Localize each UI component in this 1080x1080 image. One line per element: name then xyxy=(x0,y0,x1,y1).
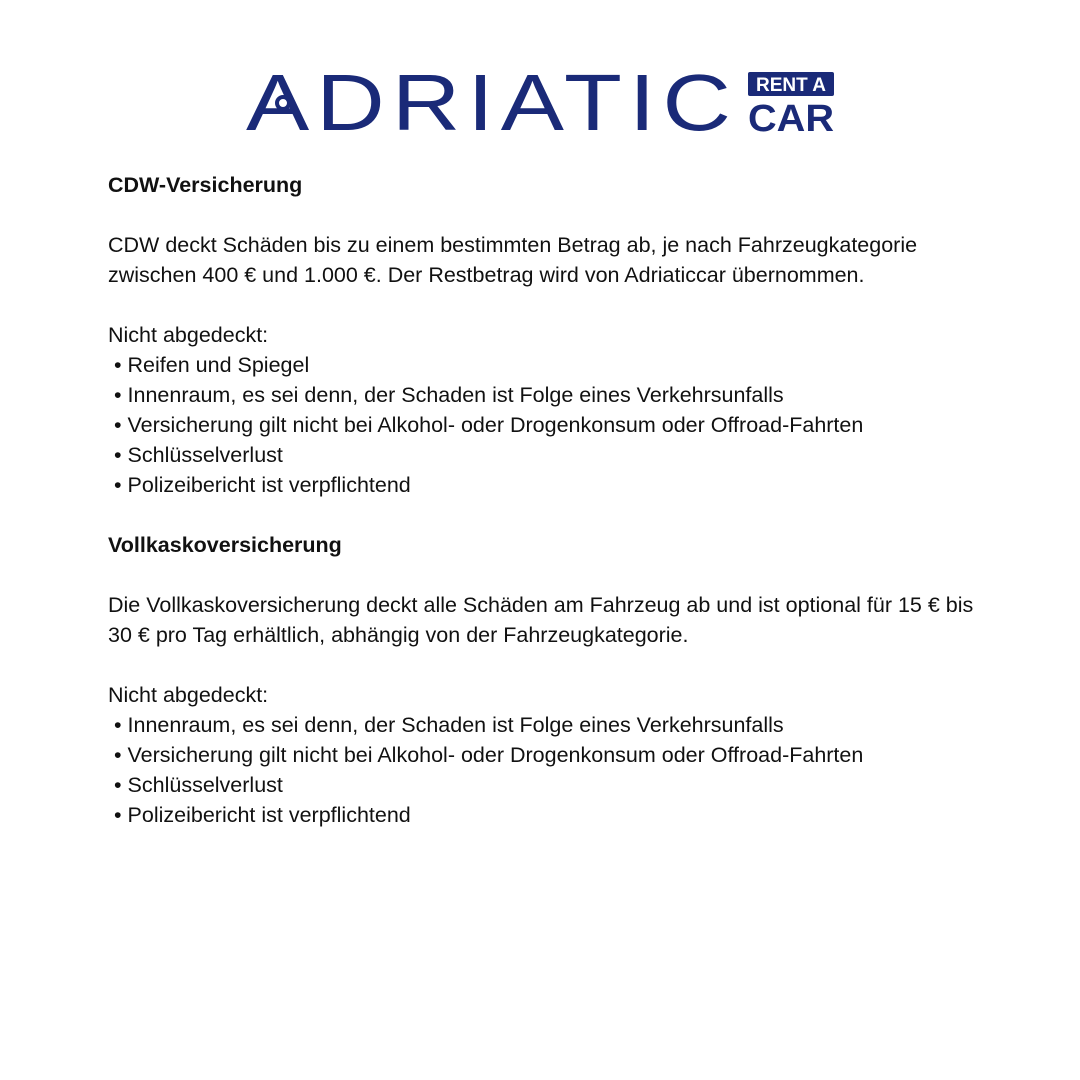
list-item: • Innenraum, es sei denn, der Schaden ist Folge eines Verkehrsunfalls xyxy=(108,380,988,410)
bullet-icon: • xyxy=(114,803,122,827)
bullet-icon: • xyxy=(114,443,122,467)
section-heading: Vollkaskoversicherung xyxy=(108,533,342,557)
logo-car-text: CAR xyxy=(748,98,834,134)
list-item: • Innenraum, es sei denn, der Schaden ist Folge eines Verkehrsunfalls xyxy=(108,710,988,740)
bullet-icon: • xyxy=(114,383,122,407)
list-item: • Reifen und Spiegel xyxy=(108,350,988,380)
section-description: CDW deckt Schäden bis zu einem bestimmten Betrag ab, je nach Fahrzeugkategorie zwischen 400 € und 1.000 €. Der Restbetrag wird von Adriaticcar übernommen. xyxy=(108,233,918,287)
not-covered-label: Nicht abgedeckt: xyxy=(108,323,269,347)
bullet-icon: • xyxy=(114,773,122,797)
section-cdw xyxy=(108,170,988,500)
bullet-icon: • xyxy=(114,743,122,767)
section-heading: CDW-Versicherung xyxy=(108,173,303,197)
list-item: • Schlüsselverlust xyxy=(108,440,988,470)
brand-logo xyxy=(246,68,836,134)
list-item: • Polizeibericht ist verpflichtend xyxy=(108,800,988,830)
logo-badge-text: RENT A xyxy=(755,75,827,96)
section-description: Die Vollkaskoversicherung deckt alle Schäden am Fahrzeug ab und ist optional für 15 € bis 30 € pro Tag erhältlich, abhängig von der Fahrzeugkategorie. xyxy=(108,593,974,647)
not-covered-list xyxy=(108,710,988,830)
bullet-icon: • xyxy=(114,413,122,437)
list-item: • Versicherung gilt nicht bei Alkohol- oder Drogenkonsum oder Offroad-Fahrten xyxy=(108,410,988,440)
not-covered-list xyxy=(108,350,988,500)
list-item: • Polizeibericht ist verpflichtend xyxy=(108,470,988,500)
bullet-icon: • xyxy=(114,713,122,737)
bullet-icon: • xyxy=(114,353,122,377)
list-item: • Versicherung gilt nicht bei Alkohol- oder Drogenkonsum oder Offroad-Fahrten xyxy=(108,740,988,770)
not-covered-label: Nicht abgedeckt: xyxy=(108,683,269,707)
logo-wordmark: ADRIATIC xyxy=(246,68,738,134)
insurance-content xyxy=(108,170,988,830)
section-vollkasko xyxy=(108,530,988,830)
list-item: • Schlüsselverlust xyxy=(108,770,988,800)
bullet-icon: • xyxy=(114,473,122,497)
